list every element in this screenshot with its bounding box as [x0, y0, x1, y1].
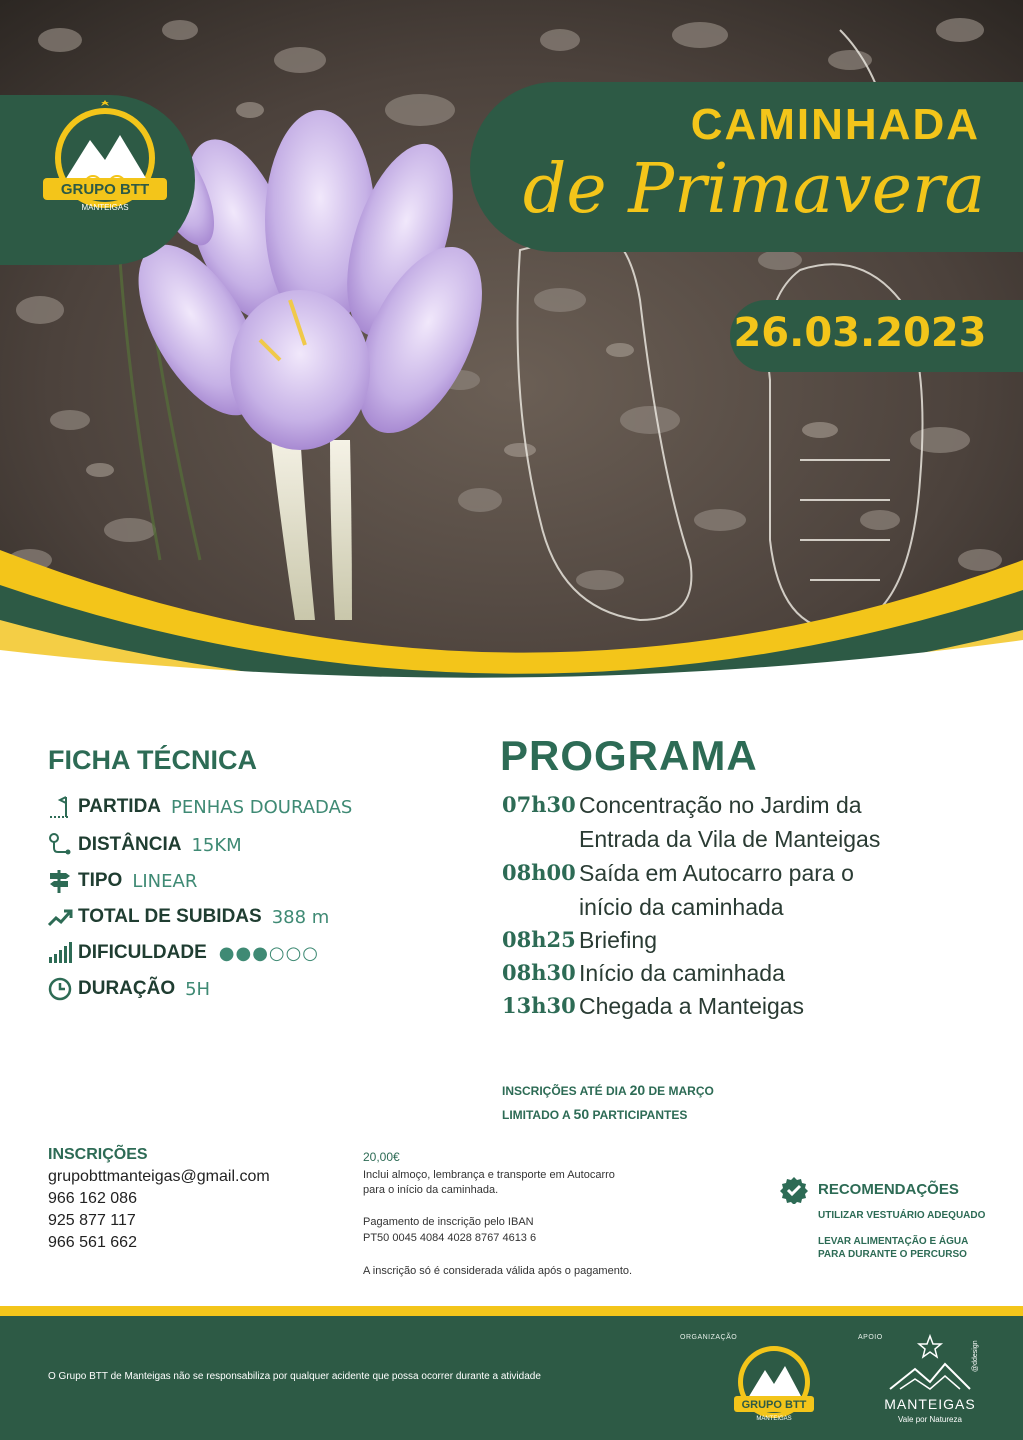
- ficha-value: PENHAS DOURADAS: [171, 796, 353, 818]
- programa-time: 08h25: [502, 927, 576, 952]
- recommendation-item: PARA DURANTE O PERCURSO: [818, 1249, 967, 1260]
- check-badge-icon: [780, 1176, 808, 1204]
- deadline-month: DE MARÇO: [645, 1084, 714, 1098]
- validity-note: A inscrição só é considerada válida após o pagamento.: [363, 1265, 633, 1277]
- programa-item: [502, 923, 1002, 957]
- price-includes-2: para o início da caminhada.: [363, 1184, 499, 1196]
- grupo-btt-logo: [35, 100, 175, 220]
- programa-time: 08h30: [502, 960, 576, 985]
- programa-item: [502, 856, 1002, 924]
- programa-desc: Concentração no Jardim da Entrada da Vila de Manteigas: [579, 792, 881, 852]
- programa-time: 07h30: [502, 792, 576, 817]
- logo-name: GRUPO BTT: [741, 1399, 807, 1411]
- logo-name: GRUPO BTT: [60, 181, 150, 198]
- ficha-value: 5H: [185, 978, 211, 1000]
- clock-icon: [46, 975, 74, 1003]
- contact-phone[interactable]: 966 162 086: [48, 1190, 137, 1207]
- organizacao-label: ORGANIZAÇÃO: [680, 1334, 738, 1341]
- recommendation-item: UTILIZAR VESTUÁRIO ADEQUADO: [818, 1210, 986, 1221]
- ficha-row-tipo: [46, 866, 197, 896]
- programa-item: [502, 788, 1002, 856]
- recommendation-item: LEVAR ALIMENTAÇÃO E ÁGUA: [818, 1236, 969, 1247]
- programa-desc: Briefing: [579, 927, 657, 953]
- programa-desc: Saída em Autocarro para o início da caminhada: [579, 860, 854, 920]
- participant-limit: [502, 1106, 687, 1122]
- contact-email[interactable]: grupobttmanteigas@gmail.com: [48, 1168, 270, 1185]
- grupo-btt-logo-footer: [728, 1340, 820, 1430]
- signal-bars-icon: [46, 939, 74, 967]
- ficha-label: TIPO: [78, 870, 123, 891]
- trend-up-icon: [46, 903, 74, 931]
- ficha-value: 388 m: [271, 906, 330, 928]
- logo-sub: MANTEIGAS: [81, 203, 129, 212]
- ficha-label: DIFICULDADE: [78, 942, 207, 963]
- manteigas-tagline: Vale por Natureza: [898, 1415, 962, 1424]
- price-includes: Inclui almoço, lembrança e transporte em Autocarro: [363, 1169, 615, 1181]
- hero-banner: [0, 0, 1023, 700]
- limit-number: 50: [573, 1106, 590, 1122]
- iban-label: Pagamento de inscrição pelo IBAN: [363, 1216, 534, 1228]
- ficha-value: LINEAR: [132, 870, 198, 892]
- difficulty-rating: ●●●○○○: [218, 942, 320, 964]
- manteigas-name: MANTEIGAS: [884, 1396, 976, 1412]
- event-title: CAMINHADA: [690, 100, 980, 149]
- programa-item: [502, 989, 1002, 1023]
- deadline-day: 20: [629, 1082, 646, 1098]
- inscricoes-title: INSCRIÇÕES: [48, 1146, 148, 1163]
- registration-price: 20,00€: [363, 1150, 400, 1164]
- iban-number: PT50 0045 4084 4028 8767 4613 6: [363, 1232, 537, 1244]
- ficha-value: 15KM: [191, 834, 242, 856]
- ficha-row-dificuldade: [46, 938, 319, 968]
- ficha-label: PARTIDA: [78, 796, 162, 817]
- limit-text: LIMITADO A: [502, 1108, 574, 1122]
- logo-sub: MANTEIGAS: [756, 1416, 792, 1422]
- programa-time: 13h30: [502, 993, 576, 1018]
- ficha-label: DISTÂNCIA: [78, 834, 182, 855]
- limit-suffix: PARTICIPANTES: [589, 1108, 688, 1122]
- ficha-tecnica-title: FICHA TÉCNICA: [48, 745, 257, 775]
- ficha-row-duracao: [46, 974, 210, 1004]
- ficha-row-distancia: [46, 830, 242, 860]
- programa-desc: Chegada a Manteigas: [579, 993, 805, 1019]
- recomendacoes-title: RECOMENDAÇÕES: [818, 1181, 959, 1198]
- deadline-text: INSCRIÇÕES ATÉ DIA: [502, 1084, 630, 1098]
- design-credit: @ddesign: [972, 1340, 979, 1372]
- route-icon: [46, 831, 74, 859]
- apoio-label: APOIO: [858, 1334, 883, 1341]
- contact-phone[interactable]: 925 877 117: [48, 1212, 136, 1229]
- signpost-icon: [46, 867, 74, 895]
- programa-time: 08h00: [502, 860, 576, 885]
- event-date: 26.03.2023: [733, 310, 987, 356]
- ficha-label: DURAÇÃO: [78, 978, 176, 999]
- event-subtitle: de Primavera: [522, 150, 985, 229]
- disclaimer: O Grupo BTT de Manteigas não se responsabiliza por qualquer acidente que possa ocorrer durante a atividade: [48, 1371, 541, 1382]
- contact-phone[interactable]: 966 561 662: [48, 1234, 137, 1251]
- footer-stripe: [0, 1306, 1023, 1316]
- ficha-row-subidas: [46, 902, 329, 932]
- start-flag-icon: [46, 793, 74, 821]
- registration-deadline: [502, 1082, 714, 1098]
- ficha-label: TOTAL DE SUBIDAS: [78, 906, 262, 927]
- programa-title: PROGRAMA: [500, 732, 758, 779]
- programa-item: [502, 956, 1002, 990]
- ficha-row-partida: [46, 792, 352, 822]
- programa-desc: Início da caminhada: [579, 960, 785, 986]
